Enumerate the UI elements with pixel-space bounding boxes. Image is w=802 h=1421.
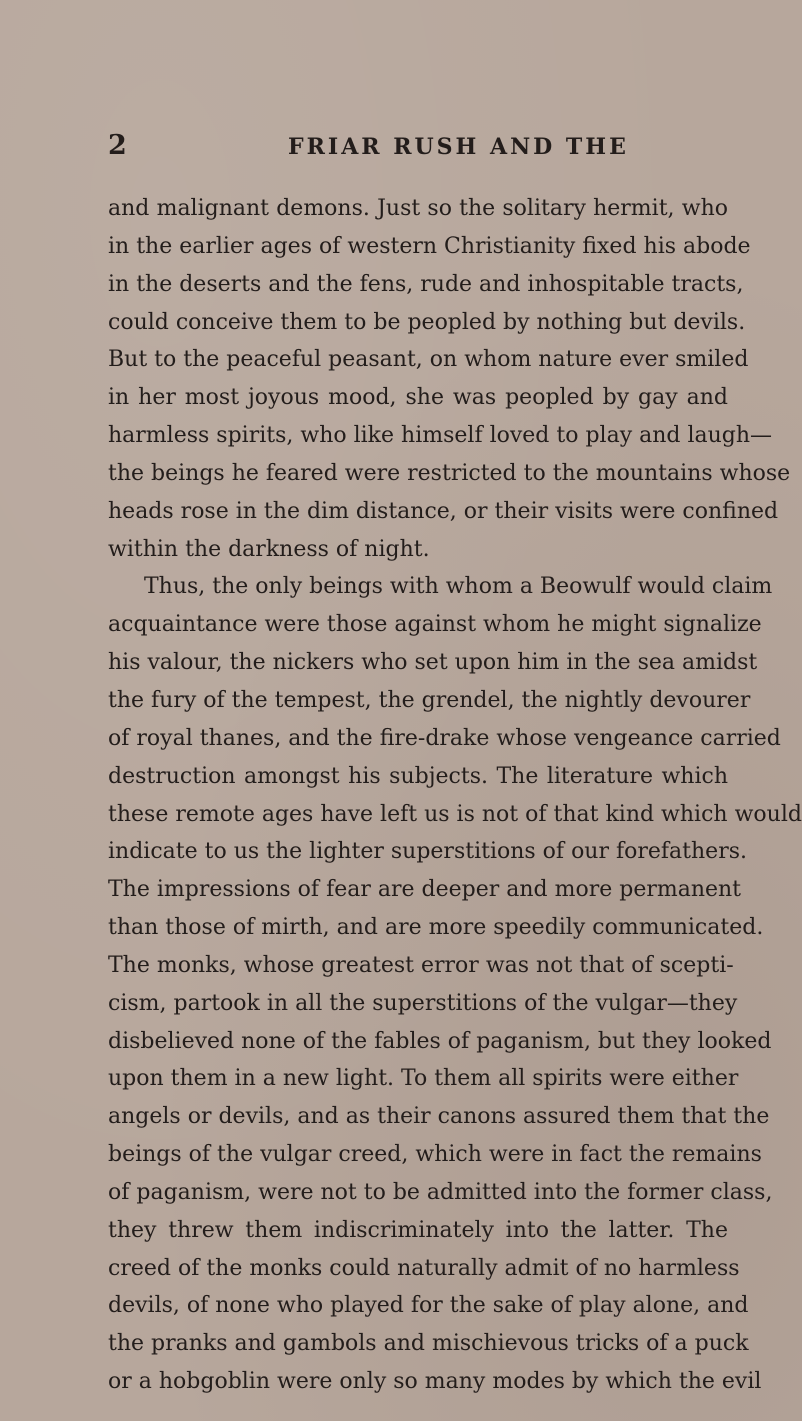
page-number: 2 xyxy=(108,130,128,161)
text-line: in her most joyous mood, she was peopled by gay and xyxy=(108,385,728,411)
text-line: heads rose in the dim distance, or their visits were confined xyxy=(108,498,779,524)
text-line: cism, partook in all the superstitions of the vulgar—they xyxy=(108,990,738,1016)
text-line: beings of the vulgar creed, which were in fact the remains xyxy=(108,1142,762,1168)
text-line: of paganism, were not to be admitted into the former class, xyxy=(108,1179,773,1205)
text-line: the pranks and gambols and mischievous tricks of a puck xyxy=(108,1331,749,1357)
text-line: upon them in a new light. To them all spirits were either xyxy=(108,1066,739,1092)
text-line: destruction amongst his subjects. The literature which xyxy=(108,763,728,789)
text-line: devils, of none who played for the sake of play alone, and xyxy=(108,1293,749,1319)
text-line: But to the peaceful peasant, on whom nature ever smiled xyxy=(108,347,749,373)
text-line: harmless spirits, who like himself loved to play and laugh— xyxy=(108,423,773,449)
text-line: in the earlier ages of western Christianity fixed his abode xyxy=(108,233,751,259)
text-line: The impressions of fear are deeper and more permanent xyxy=(108,877,742,903)
text-line: disbelieved none of the fables of paganism, but they looked xyxy=(108,1028,772,1054)
text-line: these remote ages have left us is not of that kind which would xyxy=(108,801,802,827)
text-line: acquaintance were those against whom he might signalize xyxy=(108,612,762,638)
text-line: in the deserts and the fens, rude and inhospitable tracts, xyxy=(108,271,744,297)
text-line: creed of the monks could naturally admit of no harmless xyxy=(108,1255,740,1281)
paragraph-end-line: within the darkness of night. xyxy=(108,536,430,562)
text-line: they threw them indiscriminately into the latter. The xyxy=(108,1217,728,1243)
text-line: the fury of the tempest, the grendel, the nightly devourer xyxy=(108,687,751,713)
running-title: FRIAR RUSH AND THE xyxy=(288,134,629,160)
text-line: his valour, the nickers who set upon him in the sea amidst xyxy=(108,650,758,676)
text-line: and malignant demons. Just so the solitary hermit, who xyxy=(108,196,728,221)
paragraph-start-line: Thus, the only beings with whom a Beowulf would claim xyxy=(144,574,773,600)
body-text xyxy=(108,190,802,1401)
text-line: indicate to us the lighter superstitions of our forefathers. xyxy=(108,839,747,865)
text-line: or a hobgoblin were only so many modes by which the evil xyxy=(108,1369,762,1395)
text-line: The monks, whose greatest error was not that of scepti- xyxy=(108,952,734,978)
text-line: could conceive them to be peopled by nothing but devils. xyxy=(108,309,746,335)
text-line: of royal thanes, and the fire-drake whose vengeance carried xyxy=(108,725,781,751)
text-line: the beings he feared were restricted to the mountains whose xyxy=(108,460,791,486)
text-line: than those of mirth, and are more speedily communicated. xyxy=(108,915,764,941)
running-header xyxy=(108,130,728,166)
text-line: angels or devils, and as their canons assured them that the xyxy=(108,1104,770,1130)
